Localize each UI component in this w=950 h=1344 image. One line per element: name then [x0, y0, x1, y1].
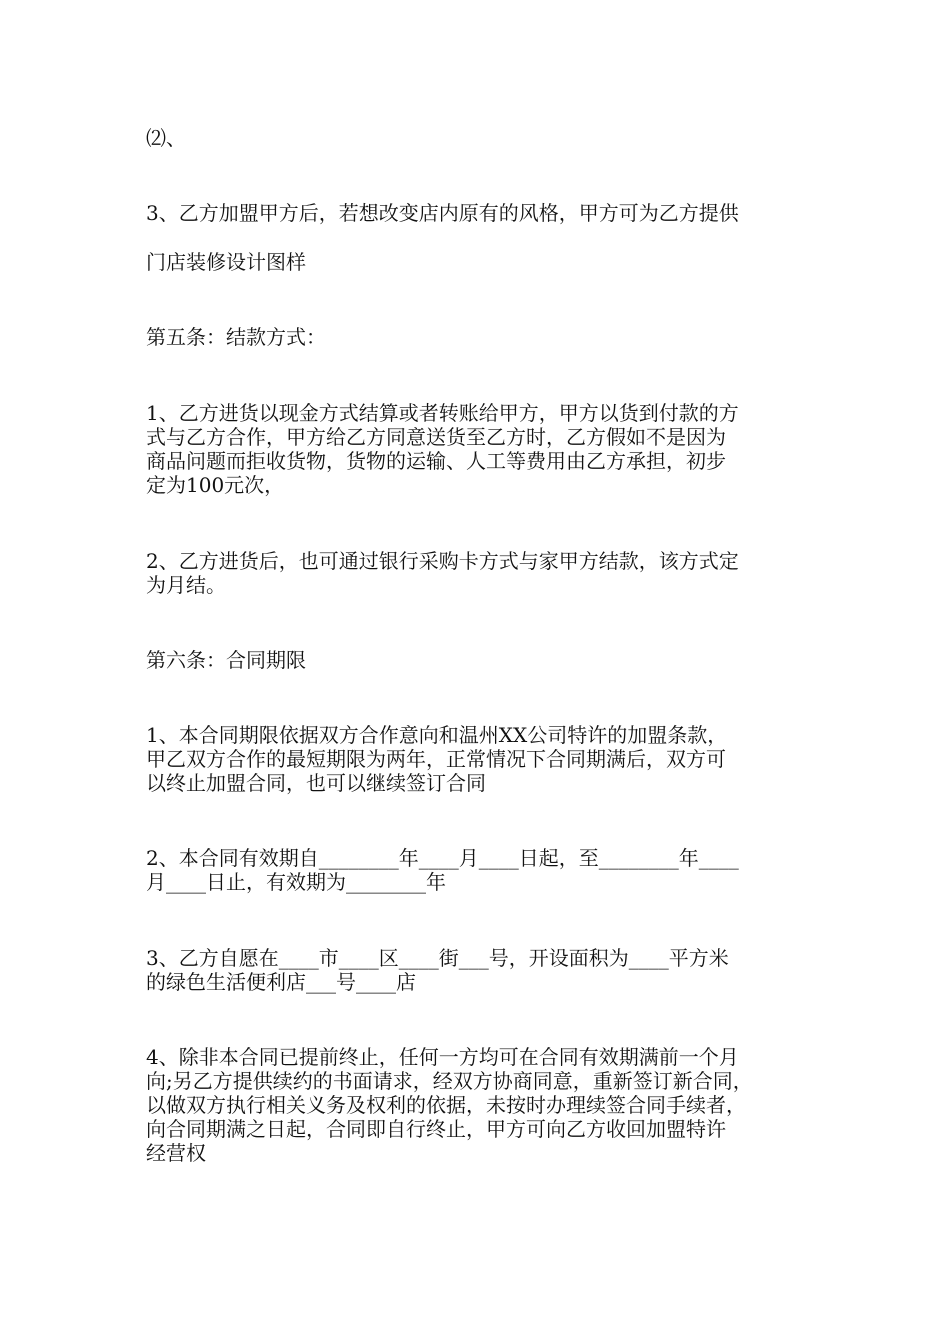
paragraph-line: 以终止加盟合同，也可以继续签订合同	[146, 771, 486, 795]
paragraph-term-3	[146, 946, 816, 994]
paragraph-line: 1、乙方进货以现金方式结算或者转账给甲方，甲方以货到付款的方	[146, 401, 739, 425]
paragraph-line: 式与乙方合作，甲方给乙方同意送货至乙方时，乙方假如不是因为	[146, 425, 726, 449]
paragraph-line: 的绿色生活便利店___号____店	[146, 970, 416, 994]
paragraph-clause-3	[146, 201, 816, 225]
paragraph-term-4	[146, 1045, 816, 1165]
paragraph-line: 2、本合同有效期自________年____月____日起，至________年____	[146, 846, 739, 870]
paragraph-item-2	[146, 126, 816, 150]
paragraph-line: 甲乙双方合作的最短期限为两年，正常情况下合同期满后，双方可	[146, 747, 726, 771]
paragraph-line: 向合同期满之日起，合同即自行终止，甲方可向乙方收回加盟特许	[146, 1117, 726, 1141]
paragraph-line: 向;另乙方提供续约的书面请求，经双方协商同意，重新签订新合同，	[146, 1069, 753, 1093]
paragraph-line: 月____日止，有效期为________年	[146, 870, 446, 894]
paragraph-clause-3-cont	[146, 250, 816, 274]
paragraph-payment-2	[146, 549, 816, 597]
paragraph-term-2	[146, 846, 816, 894]
paragraph-line: 3、乙方自愿在____市____区____街___号，开设面积为____平方米	[146, 946, 729, 970]
section-heading-article-5	[146, 325, 816, 349]
section-heading-article-6	[146, 648, 816, 672]
paragraph-line: 4、除非本合同已提前终止，任何一方均可在合同有效期满前一个月	[146, 1045, 739, 1069]
paragraph-line: 以做双方执行相关义务及权利的依据，未按时办理续签合同手续者，	[146, 1093, 746, 1117]
section-heading-text: 第五条：结款方式：	[146, 325, 326, 349]
section-heading-text: 第六条：合同期限	[146, 648, 306, 672]
paragraph-line: 定为100元次，	[146, 473, 285, 497]
paragraph-line: ⑵、	[146, 126, 186, 150]
paragraph-payment-1	[146, 401, 816, 497]
paragraph-line: 为月结。	[146, 573, 226, 597]
paragraph-term-1	[146, 723, 816, 795]
paragraph-line: 3、乙方加盟甲方后，若想改变店内原有的风格，甲方可为乙方提供	[146, 201, 739, 225]
paragraph-line: 1、本合同期限依据双方合作意向和温州XX公司特许的加盟条款，	[146, 723, 728, 747]
paragraph-line: 门店装修设计图样	[146, 250, 306, 274]
paragraph-line: 经营权	[146, 1141, 206, 1165]
paragraph-line: 商品问题而拒收货物，货物的运输、人工等费用由乙方承担，初步	[146, 449, 726, 473]
paragraph-line: 2、乙方进货后，也可通过银行采购卡方式与家甲方结款，该方式定	[146, 549, 739, 573]
